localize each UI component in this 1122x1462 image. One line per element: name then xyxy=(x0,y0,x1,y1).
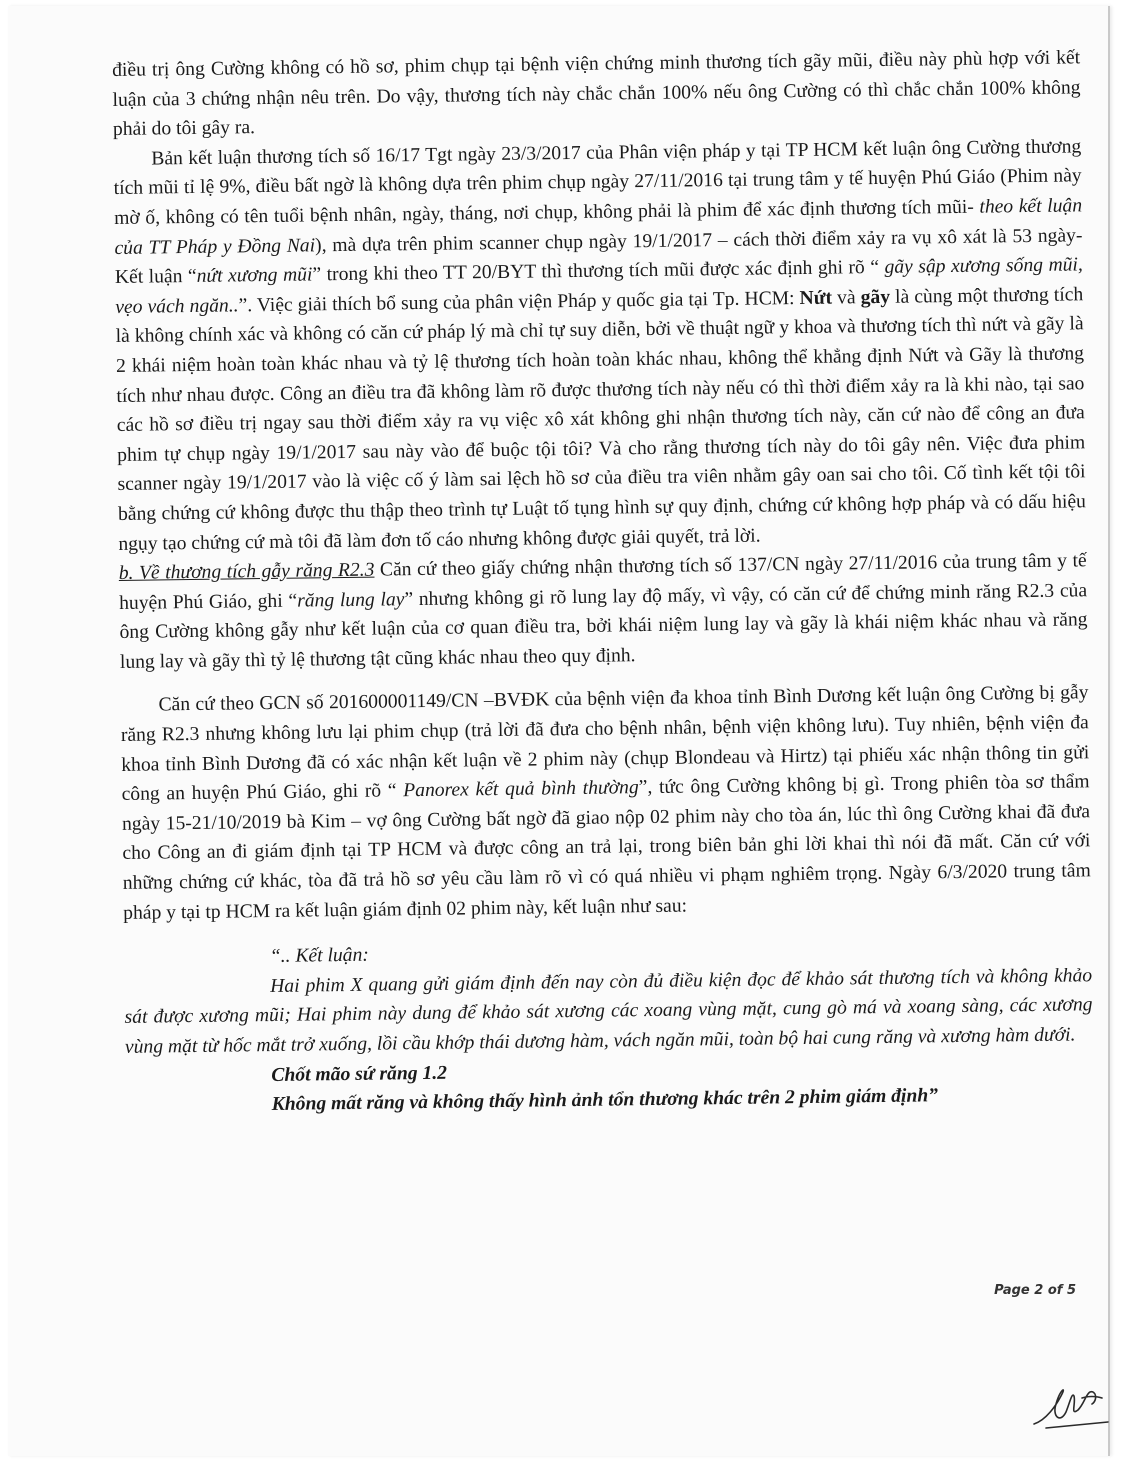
document-body xyxy=(112,43,1094,1121)
text-run-italic: răng lung lay xyxy=(297,588,405,612)
text-run: ” trong khi theo TT 20/BYT thì thương tích mũi được xác định ghi rõ “ xyxy=(312,257,885,286)
quote-body: Hai phim X quang gửi giám định đến nay còn đủ điều kiện đọc để khảo sát thương tích và không khảo sát được xương mũi; Hai phim này dung để khảo sát xương các xoang vùng mặt, cung gò má và xoang sàng, các xương vùng mặt từ hốc mắt trở xuống, lồi cầu khớp thái dương hàm, vách ngăn mũi, toàn bộ hai cung răng và xương hàm dưới. xyxy=(124,965,1093,1058)
paragraph-1: điều trị ông Cường không có hồ sơ, phim chụp tại bệnh viện chứng minh thương tích gãy mũi, điều này phù hợp với kết luận của 3 chứng nhận nêu trên. Do vậy, thương tích này chắc chắn 100% nếu ông Cường có thì chắc chắn 100% không phải do tôi gây ra. xyxy=(112,47,1081,141)
text-run-bold: Nứt xyxy=(799,287,833,309)
paragraph-2 xyxy=(113,132,1086,559)
text-run-italic: gãy sập xương sống mũi, vẹo vách ngăn.. xyxy=(115,254,1083,318)
quote-line-2: Không mất răng và không thấy hình ảnh tổn thương khác trên 2 phim giám định” xyxy=(271,1085,939,1116)
text-run-bold: gãy xyxy=(860,286,891,308)
section-heading: b. Về thương tích gẫy răng R2.3 xyxy=(118,559,375,585)
text-run: ”, tức ông Cường không bị gì. Trong phiên tòa sơ thẩm ngày 15-21/10/2019 bà Kim – vợ ông Cường bất ngờ đã giao nộp 02 phim này cho tòa án, lúc thì ông Cường khai đã đưa cho Công an đi giám định tại TP HCM và được công an trả lại, trong biên bản ghi lời khai thì nói đã mất. Căn cứ với những chứng cứ khác, tòa đã trả hồ sơ yêu cầu làm rõ vì có quá nhiều vi phạm nghiêm trọng. Ngày 6/3/2020 trung tâm pháp y tại tp HCM ra kết luận giám định 02 phim này, kết luận như sau: xyxy=(121,771,1091,924)
text-run: là cùng một thương tích là không chính xác và không có căn cứ pháp lý mà chỉ tự suy diễn, bởi về thuật ngữ y khoa và thương tích thì nứt và gãy là 2 khái niệm hoàn toàn khác nhau và tỷ lệ thương tích hoàn toàn khác nhau, không thể khẳng định Nứt và Gãy là thương tích như nhau được. Công an điều tra đã không làm rõ được thương tích này nếu có thì thời điểm xảy ra là khi nào, tại sao các hồ sơ điều trị ngay sau thời điểm xảy ra vụ việc xô xát không ghi nhận thương tích này, căn cứ nào để công an đưa phim tự chụp ngày 19/1/2017 sau này vào để buộc tội tôi? Và cho rằng thương tích này do tôi gây nên. Việc đưa phim scanner ngày 19/1/2017 vào là việc cố ý làm sai lệch hồ sơ của điều tra viên nhằm gây oan sai cho tôi. Cố tình kết tội tôi bằng chứng cứ không được thu thập theo trình tự Luật tố tụng hình sự quy định, chứng cứ không hợp pháp và có dấu hiệu ngụy tạo chứng cứ mà tôi đã làm đơn tố cáo nhưng không được giải quyết, trả lời. xyxy=(115,284,1087,555)
paragraph-4 xyxy=(120,679,1091,928)
text-run: ”. Việc giải thích bổ sung của phân viện Pháp y quốc gia tại Tp. HCM: xyxy=(238,287,800,317)
quote-heading: “.. Kết luận: xyxy=(269,944,369,968)
text-run: và xyxy=(831,286,861,309)
text-run: ” nhưng không gi rõ lung lay độ mấy, vì vậy, có căn cứ để chứng minh răng R2.3 của ông Cường không gẫy như kết luận của cơ quan điều tra, bởi khái niệm lung lay và gãy là khái niệm khác nhau và răng lung lay và gãy thì tỷ lệ thương tật cũng khác nhau theo quy định. xyxy=(119,579,1088,673)
text-run: Căn cứ theo GCN số 201600001149/CN –BVĐK của bệnh viện đa khoa tỉnh Bình Dương kết luận ông Cường bị gẫy răng R2.3 nhưng không lưu lại phim chụp (trả lời đã đưa cho bệnh nhân, bệnh viện không lưu). Tuy nhiên, bệnh viện đa khoa tỉnh Bình Dương đã có xác nhận kết luận về 2 phim này (chụp Blondeau và Hirtz) tại phiếu xác nhận thông tin gửi công an huyện Phú Giáo, ghi rõ “ xyxy=(120,682,1090,806)
quote-line-1: Chốt mão sứ răng 1.2 xyxy=(271,1062,448,1086)
text-run: Căn cứ theo giấy chứng nhận thương tích số 137/CN ngày 27/11/2016 của trung tâm y tế huyện Phú Giáo, ghi “ xyxy=(119,550,1087,614)
text-run: ), mà dựa trên phim scanner chụp ngày 19/1/2017 – cách thời điểm xảy ra vụ xô xát là 53 ngày- Kết luận “ xyxy=(114,224,1083,289)
text-run-italic: nứt xương mũi xyxy=(196,264,313,288)
quoted-conclusion xyxy=(124,931,1094,1121)
document-page xyxy=(8,6,1110,1456)
signature-icon xyxy=(1026,1376,1116,1436)
text-run-italic: theo kết luận của TT Pháp y Đồng Nai xyxy=(114,195,1083,259)
text-run-italic: Panorex kết quả bình thường xyxy=(403,777,639,802)
paragraph-3 xyxy=(119,546,1088,677)
text-run: Bản kết luận thương tích số 16/17 Tgt ngày 23/3/2017 của Phân viện pháp y tại TP HCM kết luận ông Cường thương tích mũi tỉ lệ 9%, điều bất ngờ là không dựa trên phim chụp ngày 27/11/2016 tại trung tâm y tế huyện Phú Giáo (Phim này mờ ố, không có tên tuổi bệnh nhân, ngày, tháng, nơi chụp, không phải là phim để xác định thương tích mũi- xyxy=(113,136,1082,229)
page-number: Page 2 of 5 xyxy=(994,1283,1076,1298)
